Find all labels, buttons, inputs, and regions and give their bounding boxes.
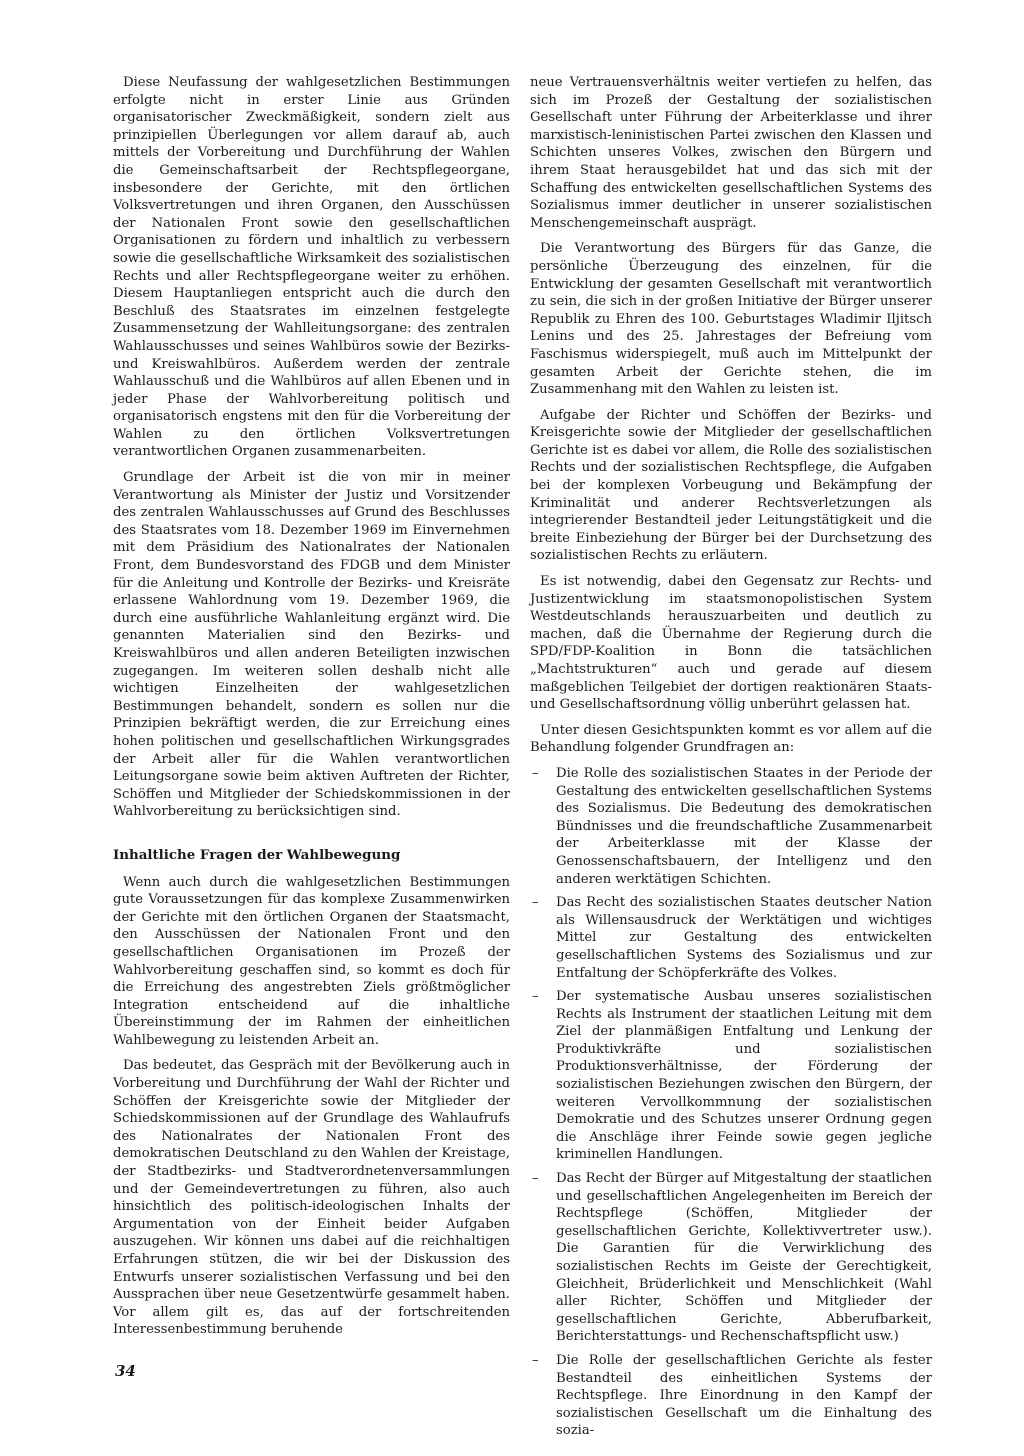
paragraph: Das bedeutet, das Gespräch mit der Bevölkerung auch in Vorbereitung und Durchführung der Wahl der Richter und Schöffen der Kreisgerichte sowie der Mitglieder der Schiedskommissionen auf der Grundlage des Wahlaufrufs des Nationalrates der Nationalen Front des demokratischen Deutschland zu den Wahlen der Kreistage, der Stadtbezirks- und Stadtverordnetenversammlungen und der Gemeindevertretungen zu führen, also auch hinsichtlich des politisch-ideologischen Inhalts der Argumentation von der Einheit beider Aufgaben auszugehen. Wir können uns dabei auf die reichhaltigen Erfahrungen stützen, die wir bei der Diskussion des Entwurfs unserer sozialistischen Verfassung und bei den Aussprachen über neue Gesetzentwürfe gesammelt haben. Vor allem gilt es, das auf der fortschreitenden Interessenbestimmung beruhende (113, 1058, 510, 1338)
dash-marker: – (532, 989, 539, 1005)
paragraph: Unter diesen Gesichtspunkten kommt es vor allem auf die Behandlung folgender Grundfragen an: (530, 722, 932, 756)
right-column (530, 74, 932, 1446)
paragraph: Wenn auch durch die wahlgesetzlichen Bestimmungen gute Voraussetzungen für das komplexe Zusammenwirken der Gerichte mit den örtlichen Organen der Staatsmacht, den Ausschüssen der Nationalen Front und den gesellschaftlichen Organisationen im Prozeß der Wahlvorbereitung geschaffen sind, so kommt es doch für die Erreichung des angestrebten Ziels größtmöglicher Integration entscheidend auf die inhaltliche Übereinstimmung der im Rahmen der einheitlichen Wahlbewegung zu leistenden Arbeit an. (113, 874, 510, 1048)
paragraph: Diese Neufassung der wahlgesetzlichen Bestimmungen erfolgte nicht in erster Linie aus Gründen organisatorischer Zweckmäßigkeit, sondern zielt aus prinzipiellen Überlegungen vor allem darauf ab, auch mittels der Vorbereitung und Durchführung der Wahlen die Gemeinschaftsarbeit der Rechtspflegeorgane, insbesondere der Gerichte, mit den örtlichen Volksvertretungen und ihren Organen, den Ausschüssen der Nationalen Front sowie den gesellschaftlichen Organisationen zu fördern und inhaltlich zu verbessern sowie die gesellschaftliche Wirksamkeit des sozialistischen Rechts und aller Rechtspflegeorgane weiter zu erhöhen. Diesem Hauptanliegen entspricht auch die durch den Beschluß des Staatsrates im einzelnen festgelegte Zusammensetzung der Wahlleitungsorgane: des zentralen Wahlausschusses und seines Wahlbüros sowie der Bezirks- und Kreiswahlbüros. Außerdem werden der zentrale Wahlausschuß und die Wahlbüros auf allen Ebenen und in jeder Phase der Wahlvorbereitung politisch und organisatorisch engstens mit den für die Vorbereitung der Wahlen zu den örtlichen Volksvertretungen verantwortlichen Organen zusammenarbeiten. (113, 75, 510, 460)
list-item-text: Die Rolle des sozialistischen Staates in der Periode der Gestaltung des entwickelten gesellschaftlichen Systems des Sozialismus. Die Bedeutung des demokratischen Bündnisses und die freundschaftliche Zusammenarbeit der Arbeiterklasse mit der Klasse der Genossenschaftsbauern, der Intelligenz und den anderen werktätigen Schichten. (556, 765, 932, 887)
list-item-text: Das Recht der Bürger auf Mitgestaltung der staatlichen und gesellschaftlichen Angelegenheiten im Bereich der Rechtspflege (Schöffen, Mitglieder der gesellschaftlichen Gerichte, Kollektivvertreter usw.). Die Garantien für die Verwirklichung des sozialistischen Rechts im Geiste der Gerechtigkeit, Gleichheit, Brüderlichkeit und Menschlichkeit (Wahl aller Richter, Schöffen und Mitglieder der gesellschaftlichen Gerichte, Abberufbarkeit, Berichterstattungs- und Rechenschaftspflicht usw.) (556, 1171, 932, 1345)
paragraph: Die Verantwortung des Bürgers für das Ganze, die persönliche Überzeugung des einzelnen, für die Entwicklung der gesamten Gesellschaft mit verantwortlich zu sein, die sich in der großen Initiative der Bürger unserer Republik zu Ehren des 100. Geburtstages Wladimir Iljitsch Lenins und des 25. Jahrestages der Befreiung vom Faschismus widerspiegelt, muß auch im Mittelpunkt der gesamten Arbeit der Gerichte stehen, die im Zusammenhang mit den Wahlen zu leisten ist. (530, 241, 932, 398)
paragraph: Grundlage der Arbeit ist die von mir in meiner Verantwortung als Minister der Justiz und Vorsitzender des zentralen Wahlausschusses auf Grund des Beschlusses des Staatsrates vom 18. Dezember 1969 im Einvernehmen mit dem Präsidium des Nationalrates der Nationalen Front, dem Bundesvorstand des FDGB und dem Minister für die Anleitung und Kontrolle der Bezirks- und Kreisräte erlassene Wahlordnung vom 19. Dezember 1969, die durch eine ausführliche Wahlanleitung ergänzt wird. Die genannten Materialien sind den Bezirks- und Kreiswahlbüros und allen anderen Beteiligten inzwischen zugegangen. Im weiteren sollen deshalb nicht alle wichtigen Einzelheiten der wahlgesetzlichen Bestimmungen behandelt, sondern es sollen nur die Prinzipien bekräftigt werden, die zur Erreichung eines hohen politischen und gesellschaftlichen Wirkungsgrades der Arbeit aller für die Wahlen verantwortlichen Leitungsorgane sowie beim aktiven Auftreten der Richter, Schöffen und Mitglieder der Schiedskommissionen in der Wahlvorbereitung zu berücksichtigen sind. (113, 470, 510, 820)
page-number: 34 (115, 1362, 136, 1380)
list-item-text: Die Rolle der gesellschaftlichen Gerichte als fester Bestandteil des einheitlichen Systems der Rechtspflege. Ihre Einordnung in den Kampf der sozialistischen Gesellschaft um die Einhaltung des sozia- (556, 1352, 932, 1439)
list-item (530, 1352, 932, 1440)
list-item (530, 894, 932, 982)
paragraph: Aufgabe der Richter und Schöffen der Bezirks- und Kreisgerichte sowie der Mitglieder der gesellschaftlichen Gerichte ist es dabei vor allem, die Rolle des sozialistischen Rechts und der sozialistischen Rechtspflege, die Aufgaben bei der komplexen Vorbeugung und Bekämpfung der Kriminalität und anderer Rechtsverletzungen als integrierender Bestandteil jeder Leitungstätigkeit und die breite Einbeziehung der Bürger bei der Durchsetzung des sozialistischen Rechts zu erläutern. (530, 407, 932, 564)
list-item-text: Das Recht des sozialistischen Staates deutscher Nation als Willensausdruck der Werktätigen und wichtiges Mittel zur Gestaltung des entwickelten gesellschaftlichen Systems des Sozialismus und zur Entfaltung der Schöpferkräfte des Volkes. (556, 895, 932, 981)
dash-marker: – (532, 765, 539, 781)
list-item-text: Der systematische Ausbau unseres sozialistischen Rechts als Instrument der staatlichen Leitung mit dem Ziel der planmäßigen Entfaltung und Lenkung der Produktivkräfte und sozialistischen Produktionsverhältnisse, der Förderung der sozialistischen Beziehungen zwischen den Bürgern, der weiteren Vervollkommnung der sozialistischen Demokratie und des Schutzes unserer Ordnung gegen die Anschläge ihrer Feinde sowie gegen jegliche kriminellen Handlungen. (556, 989, 932, 1163)
list-item (530, 988, 932, 1164)
paragraph: neue Vertrauensverhältnis weiter vertiefen zu helfen, das sich im Prozeß der Gestaltung der sozialistischen Gesellschaft unter Führung der Arbeiterklasse und ihrer marxistisch-leninistischen Partei zwischen den Klassen und Schichten unseres Volkes, zwischen den Bürgern und ihrem Staat herausgebildet hat und das sich mit der Schaffung des entwickelten gesellschaftlichen Systems des Sozialismus immer deutlicher in unserer sozialistischen Menschengemeinschaft ausprägt. (530, 75, 932, 231)
section-heading: Inhaltliche Fragen der Wahlbewegung (113, 846, 401, 863)
dash-marker: – (532, 1352, 539, 1368)
list-item (530, 765, 932, 888)
dash-marker: – (532, 895, 539, 911)
left-column (113, 74, 510, 1347)
dash-marker: – (532, 1171, 539, 1187)
list-item (530, 1170, 932, 1346)
paragraph: Es ist notwendig, dabei den Gegensatz zur Rechts- und Justizentwicklung im staatsmonopolistischen System Westdeutschlands herauszuarbeiten und deutlich zu machen, daß die Übernahme der Regierung durch die SPD/FDP-Koalition in Bonn die tatsächlichen „Machtstrukturen“ auch und gerade auf diesem maßgeblichen Teilgebiet der dortigen reaktionären Staats- und Gesellschaftsordnung völlig unberührt gelassen hat. (530, 574, 932, 713)
